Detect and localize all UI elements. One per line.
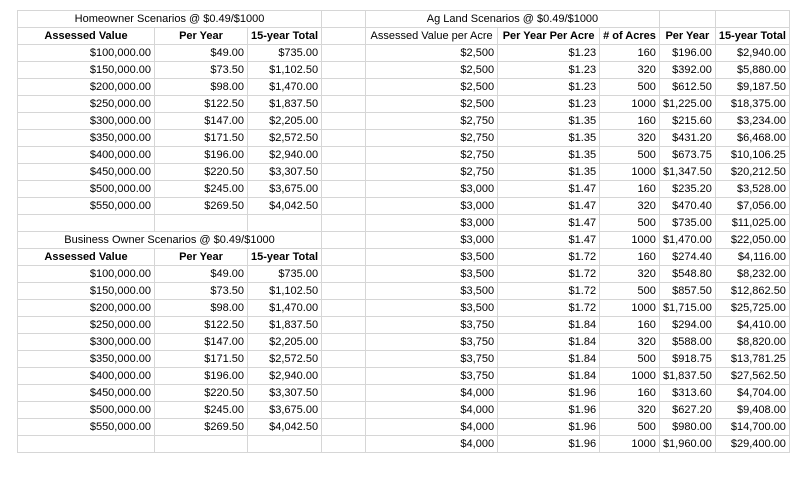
agland-fifteen-year-total-cell[interactable]: $8,820.00	[715, 334, 789, 351]
sheet-row	[18, 181, 790, 198]
agland-title[interactable]: Ag Land Scenarios @ $0.49/$1000	[366, 11, 660, 28]
agland-value-per-acre-cell[interactable]: $4,000	[366, 385, 498, 402]
agland-value-per-acre-cell[interactable]: $3,000	[366, 198, 498, 215]
homeowner-fifteen-year-total-cell[interactable]: $735.00	[248, 45, 322, 62]
business-per-year-cell[interactable]: $147.00	[155, 334, 248, 351]
homeowner-assessed-value-cell[interactable]: $450,000.00	[18, 164, 155, 181]
agland-per-year-cell[interactable]: $612.50	[659, 79, 715, 96]
business-assessed-value-cell[interactable]: $100,000.00	[18, 266, 155, 283]
spacer-cell[interactable]	[322, 419, 366, 436]
agland-fifteen-year-total-cell[interactable]: $4,704.00	[715, 385, 789, 402]
sheet-row	[18, 351, 790, 368]
business-per-year-cell[interactable]: $269.50	[155, 419, 248, 436]
agland-per-year-per-acre-cell[interactable]: $1.35	[498, 147, 600, 164]
agland-fifteen-year-total-cell[interactable]: $18,375.00	[715, 96, 789, 113]
spacer-cell[interactable]	[322, 147, 366, 164]
sheet-row	[18, 11, 790, 28]
agland-acres-cell[interactable]: 160	[600, 113, 660, 130]
sheet-row	[18, 300, 790, 317]
agland-per-year-per-acre-cell[interactable]: $1.23	[498, 79, 600, 96]
spacer-cell[interactable]	[322, 28, 366, 45]
agland-header-fifteen-year-total[interactable]: 15-year Total	[715, 28, 789, 45]
sheet-row	[18, 130, 790, 147]
agland-per-year-per-acre-cell[interactable]: $1.23	[498, 62, 600, 79]
agland-acres-cell[interactable]: 160	[600, 181, 660, 198]
agland-per-year-per-acre-cell[interactable]: $1.72	[498, 300, 600, 317]
agland-per-year-per-acre-cell[interactable]: $1.47	[498, 215, 600, 232]
agland-per-year-cell[interactable]: $627.20	[659, 402, 715, 419]
business-assessed-value-cell[interactable]: $450,000.00	[18, 385, 155, 402]
agland-acres-cell[interactable]: 1000	[600, 436, 660, 453]
agland-per-year-per-acre-cell[interactable]: $1.35	[498, 130, 600, 147]
homeowner-assessed-value-cell[interactable]: $200,000.00	[18, 79, 155, 96]
business-assessed-value-cell[interactable]: $150,000.00	[18, 283, 155, 300]
homeowner-assessed-value-cell[interactable]: $100,000.00	[18, 45, 155, 62]
agland-per-year-cell[interactable]: $294.00	[659, 317, 715, 334]
homeowner-fifteen-year-total-cell[interactable]: $1,837.50	[248, 96, 322, 113]
agland-fifteen-year-total-cell[interactable]: $14,700.00	[715, 419, 789, 436]
homeowner-fifteen-year-total-cell[interactable]: $2,940.00	[248, 147, 322, 164]
agland-value-per-acre-cell[interactable]: $2,750	[366, 130, 498, 147]
homeowner-assessed-value-cell[interactable]: $300,000.00	[18, 113, 155, 130]
business-assessed-value-cell[interactable]	[18, 436, 155, 453]
spacer-cell[interactable]	[322, 317, 366, 334]
agland-per-year-per-acre-cell[interactable]: $1.35	[498, 164, 600, 181]
homeowner-assessed-value-cell[interactable]: $250,000.00	[18, 96, 155, 113]
agland-per-year-cell[interactable]: $588.00	[659, 334, 715, 351]
agland-fifteen-year-total-cell[interactable]: $22,050.00	[715, 232, 789, 249]
spacer-cell[interactable]	[322, 45, 366, 62]
business-header-fifteen-year-total[interactable]: 15-year Total	[248, 249, 322, 266]
business-fifteen-year-total-cell[interactable]: $735.00	[248, 266, 322, 283]
agland-per-year-cell[interactable]: $1,470.00	[659, 232, 715, 249]
agland-per-year-per-acre-cell[interactable]: $1.84	[498, 317, 600, 334]
agland-fifteen-year-total-cell[interactable]: $3,528.00	[715, 181, 789, 198]
spacer-cell[interactable]	[322, 96, 366, 113]
business-fifteen-year-total-cell[interactable]: $3,675.00	[248, 402, 322, 419]
business-per-year-cell[interactable]	[155, 436, 248, 453]
homeowner-header-fifteen-year-total[interactable]: 15-year Total	[248, 28, 322, 45]
agland-per-year-per-acre-cell[interactable]: $1.47	[498, 232, 600, 249]
agland-acres-cell[interactable]: 160	[600, 45, 660, 62]
agland-fifteen-year-total-cell[interactable]: $4,116.00	[715, 249, 789, 266]
agland-fifteen-year-total-cell[interactable]: $12,862.50	[715, 283, 789, 300]
sheet-row	[18, 198, 790, 215]
sheet-row	[18, 334, 790, 351]
homeowner-assessed-value-cell[interactable]: $550,000.00	[18, 198, 155, 215]
agland-per-year-per-acre-cell[interactable]: $1.96	[498, 402, 600, 419]
agland-value-per-acre-cell[interactable]: $3,000	[366, 181, 498, 198]
agland-acres-cell[interactable]: 500	[600, 147, 660, 164]
agland-value-per-acre-cell[interactable]: $3,500	[366, 249, 498, 266]
business-per-year-cell[interactable]: $171.50	[155, 351, 248, 368]
agland-fifteen-year-total-cell[interactable]: $8,232.00	[715, 266, 789, 283]
agland-fifteen-year-total-cell[interactable]: $9,187.50	[715, 79, 789, 96]
agland-per-year-per-acre-cell[interactable]: $1.96	[498, 436, 600, 453]
sheet-row	[18, 385, 790, 402]
agland-value-per-acre-cell[interactable]: $2,500	[366, 62, 498, 79]
business-fifteen-year-total-cell[interactable]: $2,205.00	[248, 334, 322, 351]
agland-value-per-acre-cell[interactable]: $2,750	[366, 164, 498, 181]
homeowner-assessed-value-cell[interactable]: $150,000.00	[18, 62, 155, 79]
spacer-cell[interactable]	[322, 283, 366, 300]
spacer-cell[interactable]	[322, 164, 366, 181]
homeowner-fifteen-year-total-cell[interactable]: $4,042.50	[248, 198, 322, 215]
agland-fifteen-year-total-cell[interactable]: $5,880.00	[715, 62, 789, 79]
agland-per-year-cell[interactable]: $548.80	[659, 266, 715, 283]
spacer-cell[interactable]	[322, 351, 366, 368]
agland-acres-cell[interactable]: 320	[600, 266, 660, 283]
homeowner-header-assessed-value[interactable]: Assessed Value	[18, 28, 155, 45]
agland-value-per-acre-cell[interactable]: $3,750	[366, 368, 498, 385]
agland-per-year-cell[interactable]: $1,960.00	[659, 436, 715, 453]
empty-cell[interactable]	[715, 11, 789, 28]
agland-per-year-cell[interactable]: $1,715.00	[659, 300, 715, 317]
agland-acres-cell[interactable]: 1000	[600, 232, 660, 249]
agland-per-year-per-acre-cell[interactable]: $1.47	[498, 198, 600, 215]
agland-acres-cell[interactable]: 320	[600, 334, 660, 351]
agland-acres-cell[interactable]: 320	[600, 130, 660, 147]
homeowner-fifteen-year-total-cell[interactable]: $1,470.00	[248, 79, 322, 96]
agland-acres-cell[interactable]: 1000	[600, 96, 660, 113]
agland-header-acres[interactable]: # of Acres	[600, 28, 660, 45]
agland-acres-cell[interactable]: 1000	[600, 368, 660, 385]
spacer-cell[interactable]	[322, 181, 366, 198]
agland-per-year-cell[interactable]: $1,837.50	[659, 368, 715, 385]
spacer-cell[interactable]	[322, 436, 366, 453]
business-per-year-cell[interactable]: $220.50	[155, 385, 248, 402]
agland-per-year-per-acre-cell[interactable]: $1.84	[498, 334, 600, 351]
business-assessed-value-cell[interactable]: $400,000.00	[18, 368, 155, 385]
sheet-row	[18, 147, 790, 164]
business-per-year-cell[interactable]: $245.00	[155, 402, 248, 419]
spacer-cell[interactable]	[322, 113, 366, 130]
agland-value-per-acre-cell[interactable]: $3,500	[366, 300, 498, 317]
spreadsheet-grid	[17, 10, 790, 453]
agland-value-per-acre-cell[interactable]: $3,000	[366, 232, 498, 249]
business-assessed-value-cell[interactable]: $550,000.00	[18, 419, 155, 436]
spacer-cell[interactable]	[322, 300, 366, 317]
agland-per-year-per-acre-cell[interactable]: $1.72	[498, 266, 600, 283]
business-assessed-value-cell[interactable]: $200,000.00	[18, 300, 155, 317]
agland-per-year-cell[interactable]: $196.00	[659, 45, 715, 62]
sheet-row	[18, 164, 790, 181]
agland-per-year-per-acre-cell[interactable]: $1.35	[498, 113, 600, 130]
sheet-row	[18, 113, 790, 130]
sheet-row	[18, 266, 790, 283]
agland-header-per-year-per-acre[interactable]: Per Year Per Acre	[498, 28, 600, 45]
sheet-row	[18, 317, 790, 334]
agland-acres-cell[interactable]: 160	[600, 249, 660, 266]
agland-fifteen-year-total-cell[interactable]: $25,725.00	[715, 300, 789, 317]
agland-value-per-acre-cell[interactable]: $3,500	[366, 266, 498, 283]
business-header-assessed-value[interactable]: Assessed Value	[18, 249, 155, 266]
agland-acres-cell[interactable]: 1000	[600, 300, 660, 317]
agland-value-per-acre-cell[interactable]: $2,500	[366, 45, 498, 62]
spacer-cell[interactable]	[322, 11, 366, 28]
agland-header-value-per-acre[interactable]: Assessed Value per Acre	[366, 28, 498, 45]
sheet-row	[18, 402, 790, 419]
homeowner-per-year-cell[interactable]: $245.00	[155, 181, 248, 198]
agland-acres-cell[interactable]: 320	[600, 198, 660, 215]
spacer-cell[interactable]	[322, 62, 366, 79]
sheet-row	[18, 79, 790, 96]
homeowner-header-per-year[interactable]: Per Year	[155, 28, 248, 45]
agland-per-year-cell[interactable]: $470.40	[659, 198, 715, 215]
agland-fifteen-year-total-cell[interactable]: $20,212.50	[715, 164, 789, 181]
agland-per-year-cell[interactable]: $918.75	[659, 351, 715, 368]
homeowner-per-year-cell[interactable]: $49.00	[155, 45, 248, 62]
spacer-cell[interactable]	[322, 368, 366, 385]
agland-acres-cell[interactable]: 500	[600, 351, 660, 368]
agland-per-year-cell[interactable]: $1,347.50	[659, 164, 715, 181]
homeowner-per-year-cell[interactable]: $147.00	[155, 113, 248, 130]
sheet-row	[18, 45, 790, 62]
business-assessed-value-cell[interactable]: $300,000.00	[18, 334, 155, 351]
agland-acres-cell[interactable]: 160	[600, 317, 660, 334]
business-per-year-cell[interactable]: $122.50	[155, 317, 248, 334]
agland-value-per-acre-cell[interactable]: $4,000	[366, 436, 498, 453]
agland-acres-cell[interactable]: 500	[600, 79, 660, 96]
agland-value-per-acre-cell[interactable]: $2,750	[366, 147, 498, 164]
business-assessed-value-cell[interactable]: $250,000.00	[18, 317, 155, 334]
spacer-cell[interactable]	[322, 130, 366, 147]
business-assessed-value-cell[interactable]: $350,000.00	[18, 351, 155, 368]
agland-acres-cell[interactable]: 500	[600, 419, 660, 436]
agland-fifteen-year-total-cell[interactable]: $2,940.00	[715, 45, 789, 62]
agland-value-per-acre-cell[interactable]: $3,750	[366, 351, 498, 368]
agland-per-year-cell[interactable]: $313.60	[659, 385, 715, 402]
homeowner-per-year-cell[interactable]: $122.50	[155, 96, 248, 113]
spacer-cell[interactable]	[322, 198, 366, 215]
homeowner-assessed-value-cell[interactable]: $350,000.00	[18, 130, 155, 147]
spacer-cell[interactable]	[322, 385, 366, 402]
business-per-year-cell[interactable]: $73.50	[155, 283, 248, 300]
homeowner-per-year-cell[interactable]: $171.50	[155, 130, 248, 147]
agland-acres-cell[interactable]: 320	[600, 402, 660, 419]
agland-per-year-cell[interactable]: $673.75	[659, 147, 715, 164]
homeowner-assessed-value-cell[interactable]: $400,000.00	[18, 147, 155, 164]
agland-acres-cell[interactable]: 500	[600, 283, 660, 300]
agland-acres-cell[interactable]: 160	[600, 385, 660, 402]
agland-value-per-acre-cell[interactable]: $4,000	[366, 402, 498, 419]
business-assessed-value-cell[interactable]: $500,000.00	[18, 402, 155, 419]
homeowner-title[interactable]: Homeowner Scenarios @ $0.49/$1000	[18, 11, 322, 28]
business-fifteen-year-total-cell[interactable]: $2,940.00	[248, 368, 322, 385]
spacer-cell[interactable]	[322, 249, 366, 266]
homeowner-fifteen-year-total-cell[interactable]: $3,307.50	[248, 164, 322, 181]
agland-per-year-per-acre-cell[interactable]: $1.84	[498, 351, 600, 368]
agland-acres-cell[interactable]: 320	[600, 62, 660, 79]
business-fifteen-year-total-cell[interactable]: $1,470.00	[248, 300, 322, 317]
agland-per-year-per-acre-cell[interactable]: $1.72	[498, 249, 600, 266]
agland-per-year-cell[interactable]: $235.20	[659, 181, 715, 198]
homeowner-per-year-cell[interactable]: $73.50	[155, 62, 248, 79]
agland-value-per-acre-cell[interactable]: $2,750	[366, 113, 498, 130]
sheet-row	[18, 215, 790, 232]
agland-per-year-cell[interactable]: $215.60	[659, 113, 715, 130]
spacer-cell[interactable]	[322, 334, 366, 351]
sheet-row	[18, 96, 790, 113]
agland-value-per-acre-cell[interactable]: $2,500	[366, 96, 498, 113]
empty-cell[interactable]	[18, 215, 155, 232]
sheet-row	[18, 232, 790, 249]
business-fifteen-year-total-cell[interactable]: $2,572.50	[248, 351, 322, 368]
homeowner-fifteen-year-total-cell[interactable]: $1,102.50	[248, 62, 322, 79]
agland-per-year-per-acre-cell[interactable]: $1.23	[498, 96, 600, 113]
homeowner-fifteen-year-total-cell[interactable]: $2,205.00	[248, 113, 322, 130]
sheet-row	[18, 62, 790, 79]
empty-cell[interactable]	[155, 215, 248, 232]
homeowner-per-year-cell[interactable]: $269.50	[155, 198, 248, 215]
homeowner-per-year-cell[interactable]: $98.00	[155, 79, 248, 96]
homeowner-per-year-cell[interactable]: $196.00	[155, 147, 248, 164]
sheet-row	[18, 28, 790, 45]
agland-fifteen-year-total-cell[interactable]: $6,468.00	[715, 130, 789, 147]
agland-header-per-year[interactable]: Per Year	[659, 28, 715, 45]
agland-fifteen-year-total-cell[interactable]: $7,056.00	[715, 198, 789, 215]
agland-per-year-cell[interactable]: $392.00	[659, 62, 715, 79]
agland-per-year-cell[interactable]: $735.00	[659, 215, 715, 232]
agland-acres-cell[interactable]: 500	[600, 215, 660, 232]
agland-fifteen-year-total-cell[interactable]: $27,562.50	[715, 368, 789, 385]
agland-per-year-cell[interactable]: $274.40	[659, 249, 715, 266]
agland-per-year-per-acre-cell[interactable]: $1.84	[498, 368, 600, 385]
sheet-row	[18, 368, 790, 385]
agland-per-year-per-acre-cell[interactable]: $1.96	[498, 419, 600, 436]
sheet-row	[18, 419, 790, 436]
agland-per-year-per-acre-cell[interactable]: $1.47	[498, 181, 600, 198]
business-title[interactable]: Business Owner Scenarios @ $0.49/$1000	[18, 232, 322, 249]
sheet-row	[18, 436, 790, 453]
business-header-per-year[interactable]: Per Year	[155, 249, 248, 266]
sheet-row	[18, 249, 790, 266]
homeowner-fifteen-year-total-cell[interactable]: $3,675.00	[248, 181, 322, 198]
agland-per-year-cell[interactable]: $980.00	[659, 419, 715, 436]
agland-value-per-acre-cell[interactable]: $3,000	[366, 215, 498, 232]
agland-value-per-acre-cell[interactable]: $3,750	[366, 317, 498, 334]
homeowner-per-year-cell[interactable]: $220.50	[155, 164, 248, 181]
agland-fifteen-year-total-cell[interactable]: $11,025.00	[715, 215, 789, 232]
homeowner-fifteen-year-total-cell[interactable]: $2,572.50	[248, 130, 322, 147]
agland-acres-cell[interactable]: 1000	[600, 164, 660, 181]
business-fifteen-year-total-cell[interactable]: $1,837.50	[248, 317, 322, 334]
agland-per-year-per-acre-cell[interactable]: $1.23	[498, 45, 600, 62]
business-fifteen-year-total-cell[interactable]: $3,307.50	[248, 385, 322, 402]
agland-fifteen-year-total-cell[interactable]: $29,400.00	[715, 436, 789, 453]
agland-value-per-acre-cell[interactable]: $3,500	[366, 283, 498, 300]
spacer-cell[interactable]	[322, 266, 366, 283]
spacer-cell[interactable]	[322, 215, 366, 232]
agland-per-year-cell[interactable]: $1,225.00	[659, 96, 715, 113]
business-per-year-cell[interactable]: $98.00	[155, 300, 248, 317]
spacer-cell[interactable]	[322, 402, 366, 419]
agland-fifteen-year-total-cell[interactable]: $13,781.25	[715, 351, 789, 368]
agland-per-year-cell[interactable]: $857.50	[659, 283, 715, 300]
agland-value-per-acre-cell[interactable]: $2,500	[366, 79, 498, 96]
sheet-row	[18, 283, 790, 300]
business-fifteen-year-total-cell[interactable]: $1,102.50	[248, 283, 322, 300]
agland-fifteen-year-total-cell[interactable]: $10,106.25	[715, 147, 789, 164]
agland-value-per-acre-cell[interactable]: $4,000	[366, 419, 498, 436]
empty-cell[interactable]	[248, 215, 322, 232]
business-per-year-cell[interactable]: $196.00	[155, 368, 248, 385]
agland-fifteen-year-total-cell[interactable]: $3,234.00	[715, 113, 789, 130]
spacer-cell[interactable]	[322, 79, 366, 96]
agland-value-per-acre-cell[interactable]: $3,750	[366, 334, 498, 351]
agland-fifteen-year-total-cell[interactable]: $4,410.00	[715, 317, 789, 334]
agland-fifteen-year-total-cell[interactable]: $9,408.00	[715, 402, 789, 419]
agland-per-year-per-acre-cell[interactable]: $1.72	[498, 283, 600, 300]
spacer-cell[interactable]	[322, 232, 366, 249]
homeowner-assessed-value-cell[interactable]: $500,000.00	[18, 181, 155, 198]
business-fifteen-year-total-cell[interactable]	[248, 436, 322, 453]
business-fifteen-year-total-cell[interactable]: $4,042.50	[248, 419, 322, 436]
business-per-year-cell[interactable]: $49.00	[155, 266, 248, 283]
empty-cell[interactable]	[659, 11, 715, 28]
agland-per-year-per-acre-cell[interactable]: $1.96	[498, 385, 600, 402]
agland-per-year-cell[interactable]: $431.20	[659, 130, 715, 147]
